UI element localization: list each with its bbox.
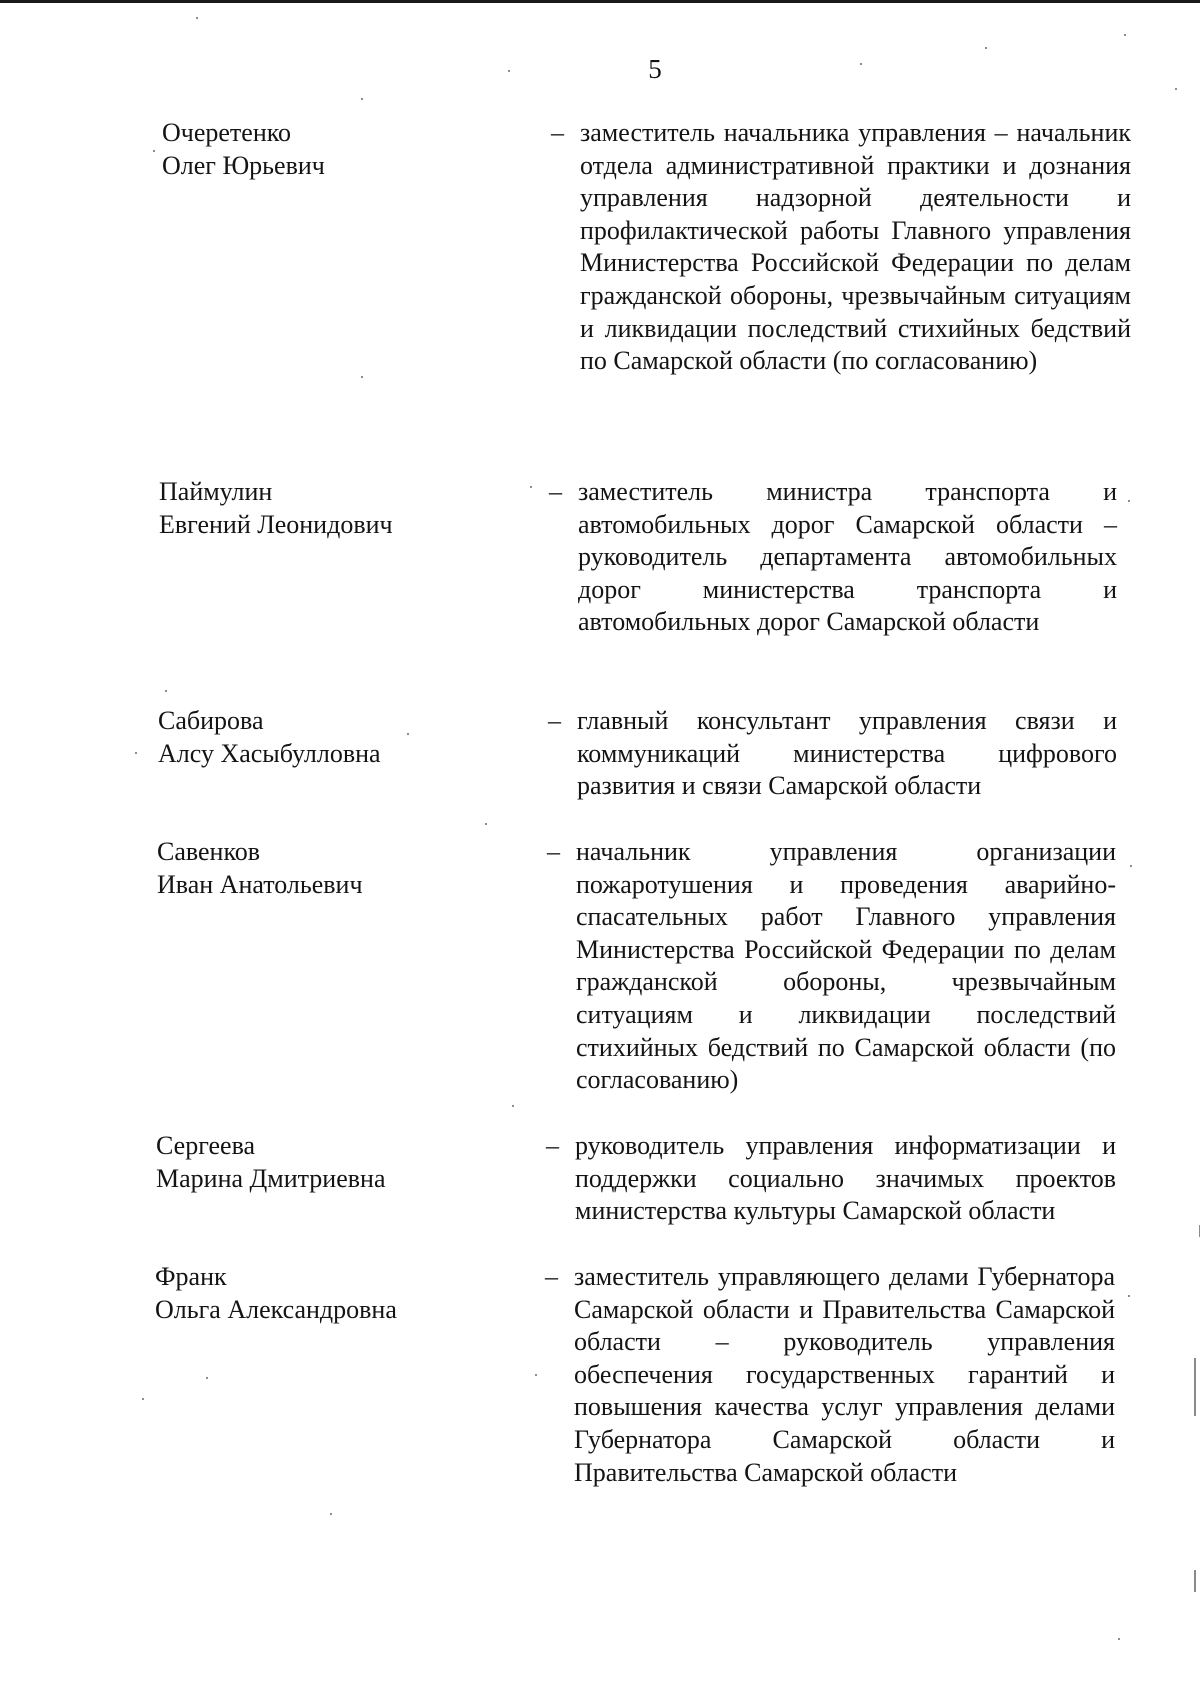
person-given-names: Евгений Леонидович <box>159 509 393 539</box>
person-name <box>158 705 381 770</box>
scan-speck <box>1130 865 1132 867</box>
person-name <box>162 117 325 182</box>
separator-dash: – <box>551 118 564 147</box>
scan-speck <box>985 47 987 49</box>
person-given-names: Марина Дмитриевна <box>156 1163 386 1193</box>
scan-speck <box>206 1377 208 1379</box>
person-name <box>156 1130 386 1195</box>
scan-speck <box>361 376 363 378</box>
person-given-names: Иван Анатольевич <box>157 869 363 899</box>
page-number: 5 <box>648 54 662 84</box>
scan-speck <box>330 1513 332 1515</box>
person-surname: Сергеева <box>156 1131 256 1160</box>
person-surname: Сабирова <box>158 706 264 735</box>
scan-speck <box>535 1374 537 1376</box>
scan-speck <box>1128 500 1130 502</box>
scan-speck <box>508 70 510 72</box>
scan-speck <box>165 690 167 692</box>
position-description: заместитель управляющего делами Губернатора Самарской области и Правительства Самарской области – руководитель управления обеспечения государственных гарантий и повышения качества услуг управления делами Губернатора Самарской области и Правительства Самарской области <box>574 1262 1115 1487</box>
scan-speck <box>512 1105 514 1107</box>
scan-speck <box>530 486 532 488</box>
scan-speck <box>1175 88 1177 90</box>
scan-speck <box>407 733 409 735</box>
person-name <box>159 476 393 541</box>
separator-dash: – <box>545 1262 558 1291</box>
position-description: главный консультант управления связи и коммуникаций министерства цифрового развития и связи Самарской области <box>577 706 1117 801</box>
scan-speck <box>153 150 155 152</box>
scan-speck <box>361 98 363 100</box>
person-surname: Паймулин <box>159 477 273 506</box>
person-name <box>155 1261 397 1326</box>
person-surname: Очеретенко <box>162 118 292 147</box>
scan-speck <box>485 823 487 825</box>
scan-edge-mark <box>1194 1570 1196 1592</box>
scan-speck <box>142 1398 144 1400</box>
person-given-names: Ольга Александровна <box>155 1294 397 1324</box>
person-surname: Франк <box>155 1262 227 1291</box>
scan-speck <box>1128 1295 1130 1297</box>
separator-dash: – <box>547 837 560 866</box>
position-description: заместитель начальника управления – начальник отдела административной практики и дознания управления надзорной деятельности и профилактической работы Главного управления Министерства Российской Федерации по делам гражданской обороны, чрезвычайным ситуациям и ликвидации последствий стихийных бедствий по Самарской области (по согласованию) <box>580 118 1131 376</box>
separator-dash: – <box>546 1131 559 1160</box>
scan-edge-mark <box>1194 1358 1196 1416</box>
scan-speck <box>860 63 862 65</box>
scan-speck <box>135 752 137 754</box>
top-border-line <box>0 0 1200 3</box>
person-surname: Савенков <box>157 837 261 866</box>
person-given-names: Олег Юрьевич <box>162 150 325 180</box>
separator-dash: – <box>549 477 562 506</box>
position-description: руководитель управления информатизации и поддержки социально значимых проектов министерства культуры Самарской области <box>575 1131 1116 1226</box>
person-name <box>157 836 363 901</box>
position-description: начальник управления организации пожаротушения и проведения аварийно-спасательных работ Главного управления Министерства Российской Федерации по делам гражданской обороны, чрезвычайным ситуациям и ликвидации последствий стихийных бедствий по Самарской области (по согласованию) <box>576 837 1116 1095</box>
person-given-names: Алсу Хасыбулловна <box>158 738 381 768</box>
scan-speck <box>196 17 198 19</box>
position-description: заместитель министра транспорта и автомобильных дорог Самарской области – руководитель департамента автомобильных дорог министерства транспорта и автомобильных дорог Самарской области <box>578 477 1117 637</box>
scan-speck <box>1118 1638 1120 1640</box>
separator-dash: – <box>548 706 561 735</box>
scan-speck <box>1124 34 1126 36</box>
